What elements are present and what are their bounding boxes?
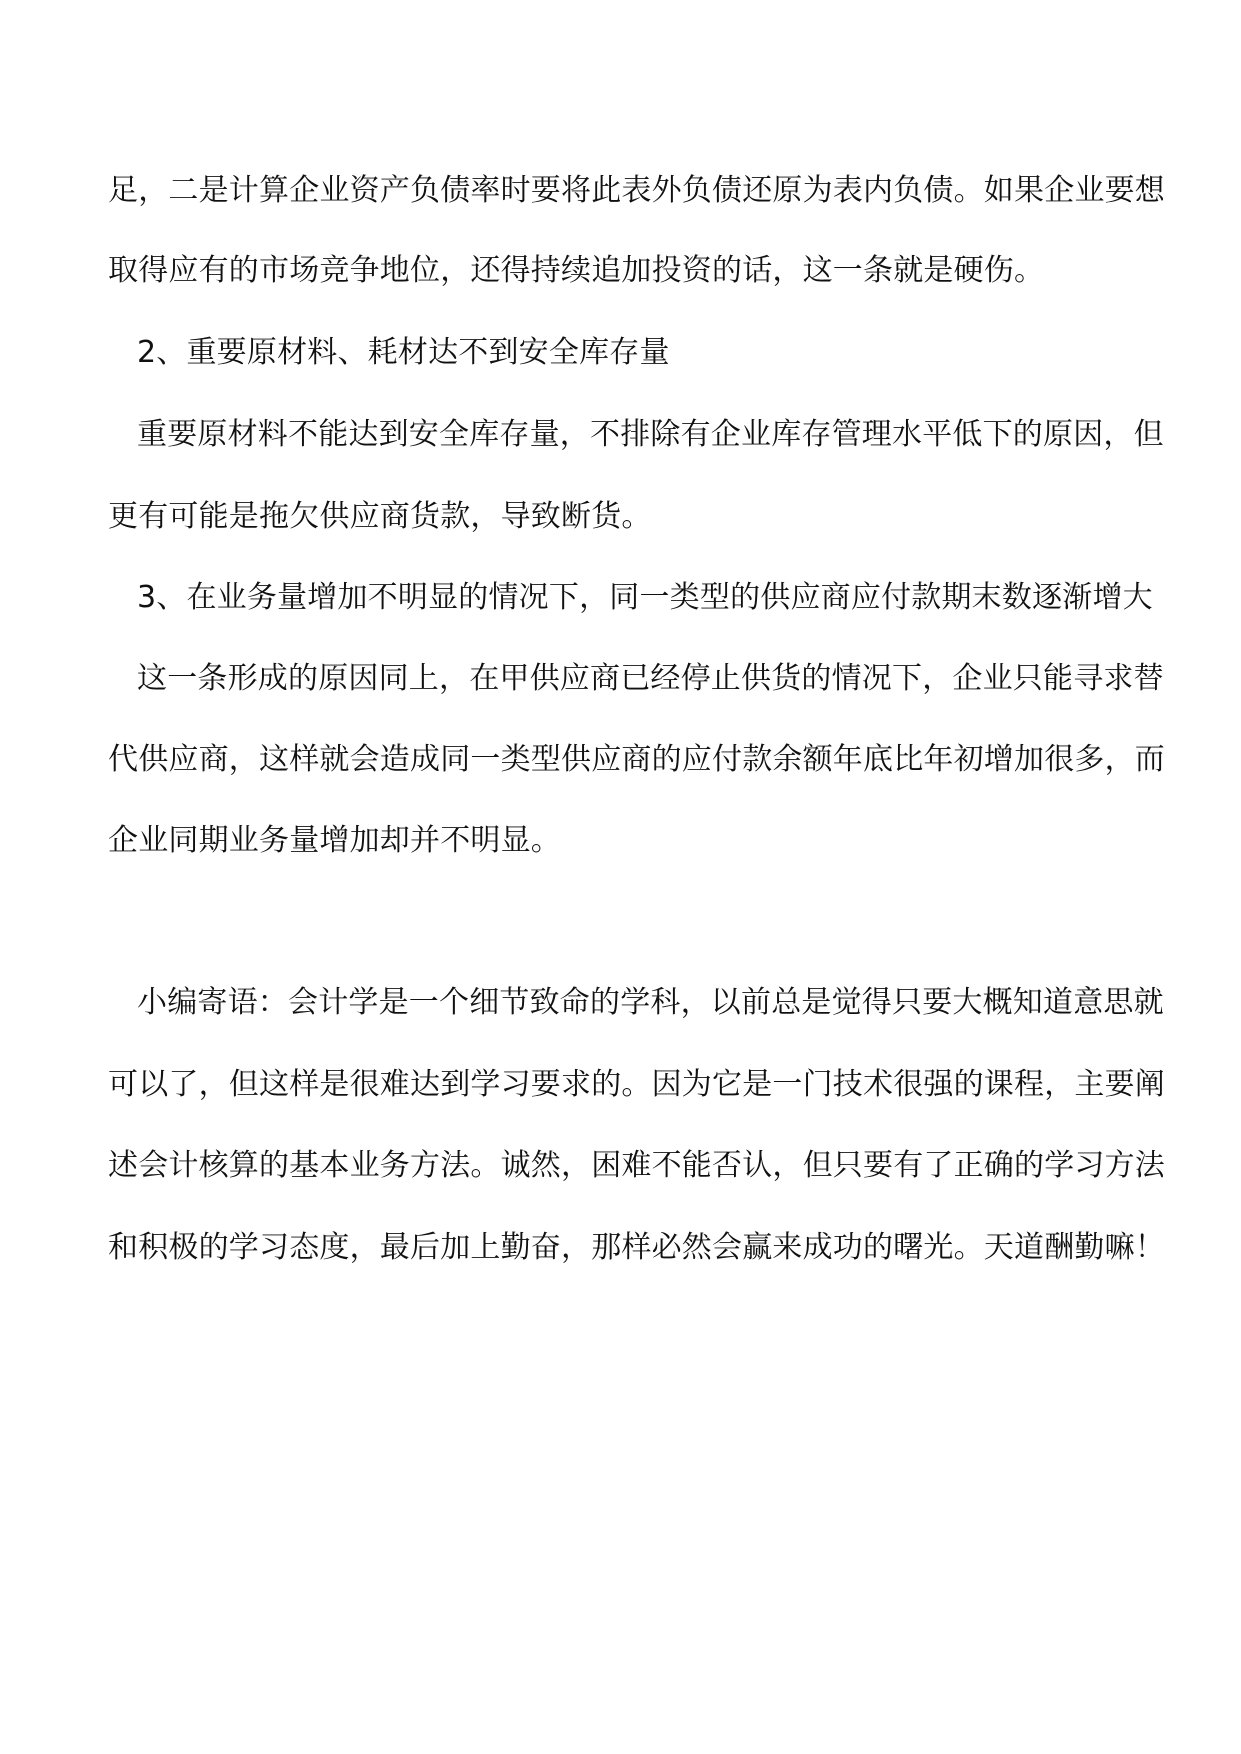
paragraph-line: 更有可能是拖欠供应商货款，导致断货。 xyxy=(108,499,652,534)
paragraph-line: 取得应有的市场竞争地位，还得持续追加投资的话，这一条就是硬伤。 xyxy=(108,253,1045,288)
editor-note-line: 小编寄语：会计学是一个细节致命的学科，以前总是觉得只要大概知道意思就 xyxy=(137,985,1164,1020)
section-heading: 3、在业务量增加不明显的情况下，同一类型的供应商应付款期末数逐渐增大 xyxy=(137,580,1153,615)
editor-note-line: 可以了，但这样是很难达到学习要求的。因为它是一门技术很强的课程，主要阐 xyxy=(108,1067,1165,1102)
section-heading: 2、重要原材料、耗材达不到安全库存量 xyxy=(137,335,670,370)
paragraph-line: 企业同期业务量增加却并不明显。 xyxy=(108,823,561,858)
paragraph-line: 这一条形成的原因同上，在甲供应商已经停止供货的情况下，企业只能寻求替 xyxy=(137,661,1164,696)
paragraph-line: 足，二是计算企业资产负债率时要将此表外负债还原为表内负债。如果企业要想 xyxy=(108,173,1165,208)
paragraph-line: 代供应商，这样就会造成同一类型供应商的应付款余额年底比年初增加很多，而 xyxy=(108,742,1165,777)
paragraph-line: 重要原材料不能达到安全库存量，不排除有企业库存管理水平低下的原因，但 xyxy=(137,417,1164,452)
editor-note-line: 述会计核算的基本业务方法。诚然，困难不能否认，但只要有了正确的学习方法 xyxy=(108,1148,1165,1183)
editor-note-line: 和积极的学习态度，最后加上勤奋，那样必然会赢来成功的曙光。天道酬勤嘛！ xyxy=(108,1230,1165,1265)
